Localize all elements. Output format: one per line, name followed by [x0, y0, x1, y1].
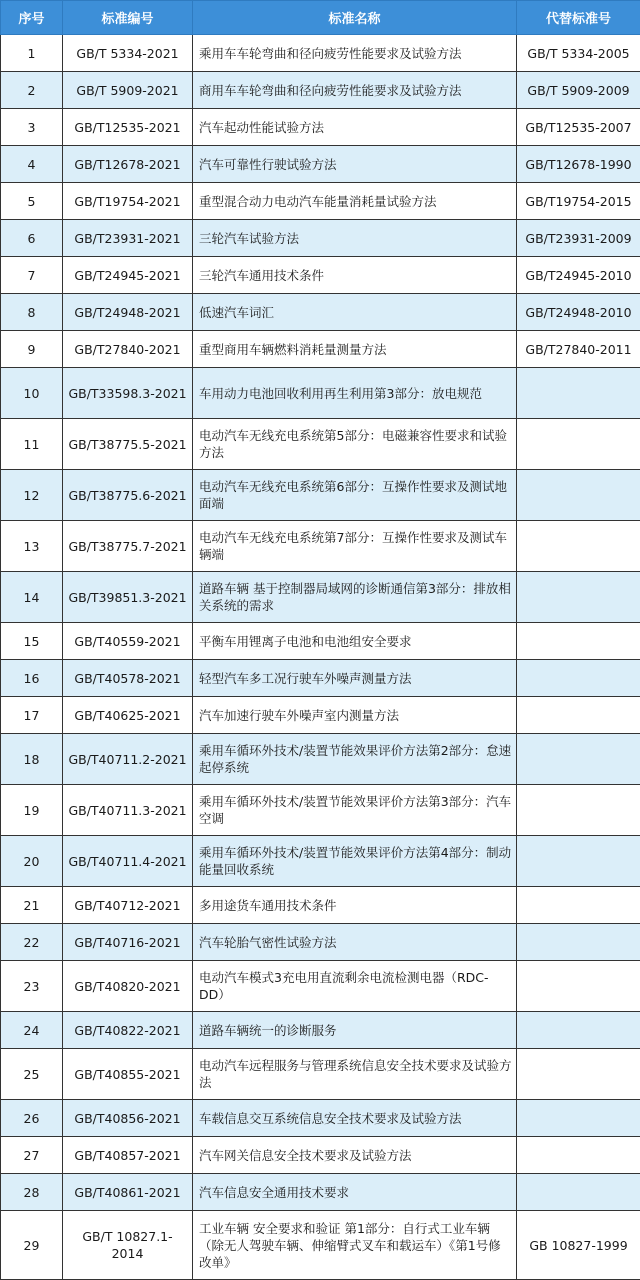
row-name: 汽车轮胎气密性试验方法	[193, 924, 517, 961]
row-index: 22	[1, 924, 63, 961]
row-name: 电动汽车远程服务与管理系统信息安全技术要求及试验方法	[193, 1049, 517, 1100]
row-name: 多用途货车通用技术条件	[193, 887, 517, 924]
row-index: 16	[1, 660, 63, 697]
table-row	[1, 368, 640, 419]
row-index: 20	[1, 836, 63, 887]
row-replaces	[517, 1100, 640, 1137]
row-name: 汽车信息安全通用技术要求	[193, 1174, 517, 1211]
row-code: GB/T38775.7-2021	[63, 521, 193, 572]
table-row	[1, 521, 640, 572]
row-index: 13	[1, 521, 63, 572]
row-replaces: GB 10827-1999	[517, 1211, 640, 1280]
row-name: 乘用车循环外技术/装置节能效果评价方法第2部分：怠速起停系统	[193, 734, 517, 785]
table-row	[1, 1100, 640, 1137]
row-replaces: GB/T27840-2011	[517, 331, 640, 368]
row-replaces: GB/T23931-2009	[517, 220, 640, 257]
row-code: GB/T40820-2021	[63, 961, 193, 1012]
row-replaces	[517, 887, 640, 924]
table-row	[1, 1174, 640, 1211]
table-row	[1, 697, 640, 734]
table-row	[1, 220, 640, 257]
row-replaces: GB/T19754-2015	[517, 183, 640, 220]
row-code: GB/T40856-2021	[63, 1100, 193, 1137]
row-name: 汽车可靠性行驶试验方法	[193, 146, 517, 183]
row-code: GB/T40855-2021	[63, 1049, 193, 1100]
row-code: GB/T19754-2021	[63, 183, 193, 220]
row-index: 27	[1, 1137, 63, 1174]
table-row	[1, 961, 640, 1012]
table-row	[1, 660, 640, 697]
row-code: GB/T33598.3-2021	[63, 368, 193, 419]
row-code: GB/T40861-2021	[63, 1174, 193, 1211]
row-code: GB/T40716-2021	[63, 924, 193, 961]
row-code: GB/T12678-2021	[63, 146, 193, 183]
row-name: 汽车起动性能试验方法	[193, 109, 517, 146]
row-replaces	[517, 572, 640, 623]
row-index: 9	[1, 331, 63, 368]
table-row	[1, 572, 640, 623]
table-row	[1, 109, 640, 146]
table-row	[1, 734, 640, 785]
row-replaces	[517, 521, 640, 572]
row-index: 8	[1, 294, 63, 331]
row-index: 28	[1, 1174, 63, 1211]
table-row	[1, 35, 640, 72]
row-index: 18	[1, 734, 63, 785]
row-name: 三轮汽车试验方法	[193, 220, 517, 257]
row-name: 车用动力电池回收利用再生利用第3部分：放电规范	[193, 368, 517, 419]
row-replaces	[517, 734, 640, 785]
row-index: 29	[1, 1211, 63, 1280]
row-code: GB/T40712-2021	[63, 887, 193, 924]
row-code: GB/T 5334-2021	[63, 35, 193, 72]
row-index: 23	[1, 961, 63, 1012]
row-name: 车载信息交互系统信息安全技术要求及试验方法	[193, 1100, 517, 1137]
row-index: 4	[1, 146, 63, 183]
row-code: GB/T40578-2021	[63, 660, 193, 697]
row-index: 14	[1, 572, 63, 623]
row-replaces: GB/T12535-2007	[517, 109, 640, 146]
row-name: 轻型汽车多工况行驶车外噪声测量方法	[193, 660, 517, 697]
row-index: 19	[1, 785, 63, 836]
row-name: 乘用车循环外技术/装置节能效果评价方法第3部分：汽车空调	[193, 785, 517, 836]
row-replaces	[517, 470, 640, 521]
row-index: 7	[1, 257, 63, 294]
row-replaces	[517, 1137, 640, 1174]
header-standard-code: 标准编号	[63, 1, 193, 35]
table-row	[1, 623, 640, 660]
row-code: GB/T40711.2-2021	[63, 734, 193, 785]
header-standard-name: 标准名称	[193, 1, 517, 35]
row-replaces	[517, 419, 640, 470]
row-replaces	[517, 1049, 640, 1100]
row-index: 1	[1, 35, 63, 72]
row-replaces: GB/T24945-2010	[517, 257, 640, 294]
table-row	[1, 785, 640, 836]
row-code: GB/T40625-2021	[63, 697, 193, 734]
row-index: 21	[1, 887, 63, 924]
row-code: GB/T24945-2021	[63, 257, 193, 294]
row-code: GB/T24948-2021	[63, 294, 193, 331]
row-code: GB/T38775.6-2021	[63, 470, 193, 521]
table-row	[1, 1137, 640, 1174]
header-replaces: 代替标准号	[517, 1, 640, 35]
row-index: 3	[1, 109, 63, 146]
row-name: 电动汽车无线充电系统第5部分：电磁兼容性要求和试验方法	[193, 419, 517, 470]
row-code: GB/T40559-2021	[63, 623, 193, 660]
row-name: 平衡车用锂离子电池和电池组安全要求	[193, 623, 517, 660]
table-row	[1, 257, 640, 294]
row-name: 汽车加速行驶车外噪声室内测量方法	[193, 697, 517, 734]
row-name: 重型混合动力电动汽车能量消耗量试验方法	[193, 183, 517, 220]
header-index: 序号	[1, 1, 63, 35]
row-index: 24	[1, 1012, 63, 1049]
row-index: 17	[1, 697, 63, 734]
row-replaces	[517, 660, 640, 697]
row-index: 10	[1, 368, 63, 419]
row-index: 2	[1, 72, 63, 109]
row-index: 6	[1, 220, 63, 257]
table-row	[1, 1012, 640, 1049]
row-name: 汽车网关信息安全技术要求及试验方法	[193, 1137, 517, 1174]
row-name: 重型商用车辆燃料消耗量测量方法	[193, 331, 517, 368]
row-replaces: GB/T24948-2010	[517, 294, 640, 331]
table-row	[1, 72, 640, 109]
row-code: GB/T 5909-2021	[63, 72, 193, 109]
row-name: 电动汽车无线充电系统第7部分：互操作性要求及测试车辆端	[193, 521, 517, 572]
row-index: 5	[1, 183, 63, 220]
row-replaces	[517, 785, 640, 836]
table-row	[1, 924, 640, 961]
row-index: 26	[1, 1100, 63, 1137]
row-code: GB/T27840-2021	[63, 331, 193, 368]
row-code: GB/T40857-2021	[63, 1137, 193, 1174]
row-replaces	[517, 368, 640, 419]
table-row	[1, 146, 640, 183]
row-replaces: GB/T 5909-2009	[517, 72, 640, 109]
row-name: 工业车辆 安全要求和验证 第1部分：自行式工业车辆（除无人驾驶车辆、伸缩臂式叉车和载运车）《第1号修改单》	[193, 1211, 517, 1280]
row-name: 乘用车车轮弯曲和径向疲劳性能要求及试验方法	[193, 35, 517, 72]
row-replaces	[517, 623, 640, 660]
row-name: 低速汽车词汇	[193, 294, 517, 331]
row-replaces	[517, 836, 640, 887]
row-name: 乘用车循环外技术/装置节能效果评价方法第4部分：制动能量回收系统	[193, 836, 517, 887]
row-code: GB/T40822-2021	[63, 1012, 193, 1049]
row-name: 道路车辆 基于控制器局域网的诊断通信第3部分：排放相关系统的需求	[193, 572, 517, 623]
table-row	[1, 470, 640, 521]
row-index: 25	[1, 1049, 63, 1100]
row-index: 11	[1, 419, 63, 470]
table-row	[1, 331, 640, 368]
table-row	[1, 294, 640, 331]
row-replaces	[517, 1174, 640, 1211]
row-code: GB/T38775.5-2021	[63, 419, 193, 470]
table-row	[1, 887, 640, 924]
row-code: GB/T40711.3-2021	[63, 785, 193, 836]
row-code: GB/T23931-2021	[63, 220, 193, 257]
row-code: GB/T39851.3-2021	[63, 572, 193, 623]
table-header-row	[1, 1, 640, 35]
row-name: 电动汽车无线充电系统第6部分：互操作性要求及测试地面端	[193, 470, 517, 521]
row-code: GB/T40711.4-2021	[63, 836, 193, 887]
row-replaces: GB/T 5334-2005	[517, 35, 640, 72]
row-index: 12	[1, 470, 63, 521]
row-name: 三轮汽车通用技术条件	[193, 257, 517, 294]
table-row	[1, 1049, 640, 1100]
row-replaces	[517, 697, 640, 734]
row-index: 15	[1, 623, 63, 660]
row-replaces	[517, 961, 640, 1012]
row-name: 电动汽车模式3充电用直流剩余电流检测电器（RDC-DD）	[193, 961, 517, 1012]
row-code: GB/T12535-2021	[63, 109, 193, 146]
table-row	[1, 183, 640, 220]
table-row	[1, 419, 640, 470]
row-name: 商用车车轮弯曲和径向疲劳性能要求及试验方法	[193, 72, 517, 109]
table-row	[1, 836, 640, 887]
table-row	[1, 1211, 640, 1280]
row-replaces	[517, 924, 640, 961]
row-code: GB/T 10827.1-2014	[63, 1211, 193, 1280]
row-replaces	[517, 1012, 640, 1049]
row-replaces: GB/T12678-1990	[517, 146, 640, 183]
row-name: 道路车辆统一的诊断服务	[193, 1012, 517, 1049]
